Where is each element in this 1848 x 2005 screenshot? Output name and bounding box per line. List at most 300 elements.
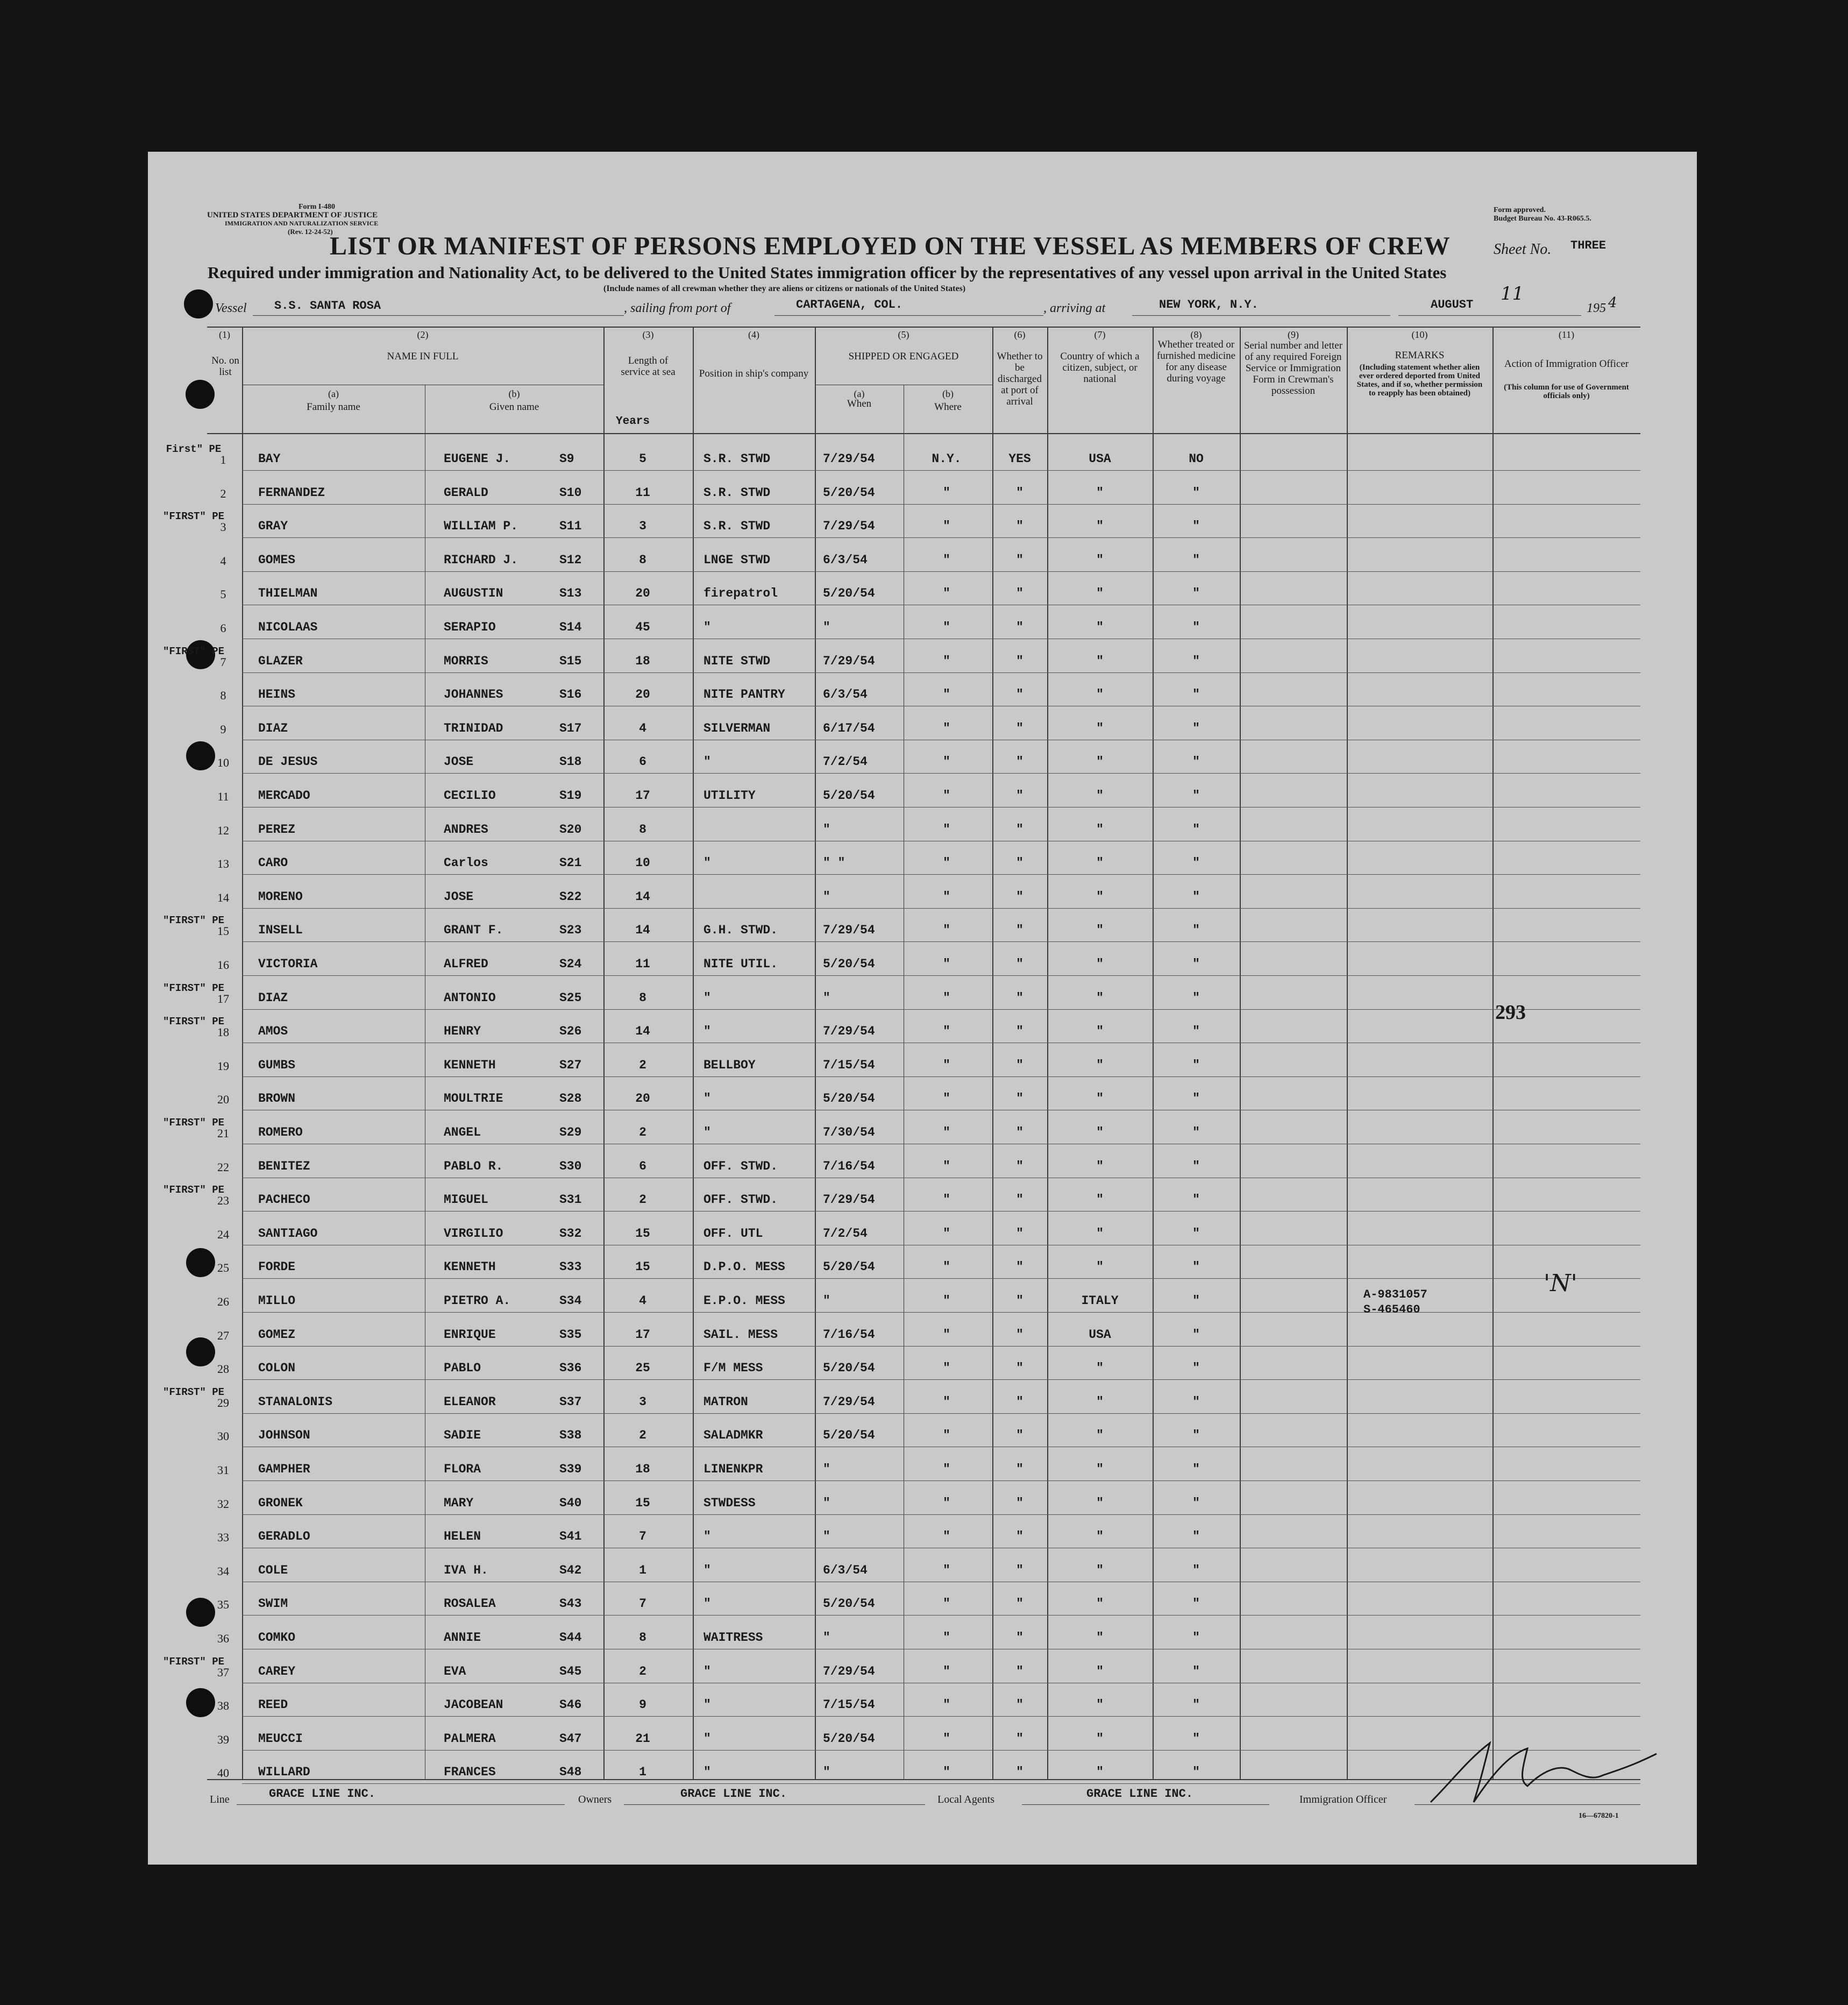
given-name: ANNIE xyxy=(444,1631,481,1645)
service-years: 2 xyxy=(639,1193,646,1207)
shipped-where: " xyxy=(943,1731,950,1746)
family-name: STANALONIS xyxy=(258,1394,333,1409)
service-years: 15 xyxy=(635,1226,650,1241)
given-name: PALMERA xyxy=(444,1731,496,1746)
row-divider xyxy=(242,941,1640,942)
row-number: 38 xyxy=(217,1699,229,1713)
medicine: " xyxy=(1192,1260,1200,1274)
col1-number: (1) xyxy=(219,329,230,340)
ship-position: " xyxy=(703,1563,711,1577)
shipped-where: " xyxy=(943,1226,950,1241)
crew-code: S32 xyxy=(559,1226,582,1241)
given-name: CECILIO xyxy=(444,789,496,803)
ship-position: " xyxy=(703,1731,711,1746)
given-name: HENRY xyxy=(444,1024,481,1039)
service-years: 1 xyxy=(639,1563,646,1577)
country: " xyxy=(1096,721,1104,735)
row-divider xyxy=(242,672,1640,673)
country: " xyxy=(1096,654,1104,668)
service-years: 5 xyxy=(639,452,646,466)
shipped-where: " xyxy=(943,1394,950,1409)
officer-signature xyxy=(1420,1721,1667,1813)
service-years: 1 xyxy=(639,1765,646,1780)
family-name: DIAZ xyxy=(258,990,288,1005)
crew-code: S13 xyxy=(559,586,582,601)
row-number: 24 xyxy=(217,1227,229,1241)
discharged: " xyxy=(1016,1327,1023,1342)
row-number: 36 xyxy=(217,1632,229,1645)
shipped-where: " xyxy=(943,586,950,601)
shipped-where: " xyxy=(943,889,950,904)
country: " xyxy=(1096,1125,1104,1139)
discharged: " xyxy=(1016,1428,1023,1443)
subtitle: Required under immigration and Nationality Act, to be delivered to the United States immigration officer by the representatives of any vessel upon arrival in the United States xyxy=(208,263,1447,282)
first-pe-mark: "FIRST" PE xyxy=(162,915,225,927)
service-years: 10 xyxy=(635,856,650,870)
crew-code: S42 xyxy=(559,1563,582,1577)
shipped-where: " xyxy=(943,1698,950,1712)
discharged: " xyxy=(1016,1529,1023,1544)
row-number: 20 xyxy=(217,1093,229,1107)
given-name: ANGEL xyxy=(444,1125,481,1139)
family-name: BAY xyxy=(258,452,281,466)
officer-action-mark: 'N' xyxy=(1544,1270,1577,1297)
row-number: 23 xyxy=(217,1194,229,1208)
discharged: " xyxy=(1016,1394,1023,1409)
medicine: " xyxy=(1192,789,1200,803)
service-years: 9 xyxy=(639,1698,646,1712)
shipped-where: " xyxy=(943,519,950,534)
shipped-when: " xyxy=(823,889,830,904)
family-name: SWIM xyxy=(258,1597,288,1611)
crew-code: S9 xyxy=(559,452,574,466)
country: " xyxy=(1096,1361,1104,1376)
family-name: BROWN xyxy=(258,1092,296,1106)
crew-code: S19 xyxy=(559,789,582,803)
crew-code: S33 xyxy=(559,1260,582,1274)
given-name: ALFRED xyxy=(444,957,488,971)
shipped-where: " xyxy=(943,1159,950,1173)
shipped-when: 7/15/54 xyxy=(823,1698,875,1712)
given-name: MOULTRIE xyxy=(444,1092,503,1106)
crew-code: S47 xyxy=(559,1731,582,1746)
ship-position: SALADMKR xyxy=(703,1428,763,1443)
shipped-where: " xyxy=(943,1125,950,1139)
country: " xyxy=(1096,1058,1104,1072)
medicine: " xyxy=(1192,552,1200,567)
row-number: 34 xyxy=(217,1564,229,1578)
discharged: " xyxy=(1016,552,1023,567)
row-number: 16 xyxy=(217,958,229,972)
discharged: " xyxy=(1016,889,1023,904)
discharged: " xyxy=(1016,519,1023,534)
discharged: " xyxy=(1016,1159,1023,1173)
discharged: " xyxy=(1016,1361,1023,1376)
discharged: " xyxy=(1016,1597,1023,1611)
shipped-when: 6/17/54 xyxy=(823,721,875,735)
given-name: SADIE xyxy=(444,1428,481,1443)
discharged: " xyxy=(1016,1092,1023,1106)
service-years: 6 xyxy=(639,1159,646,1173)
shipped-where: " xyxy=(943,620,950,634)
given-name: GRANT F. xyxy=(444,923,503,938)
row-number: 11 xyxy=(217,790,229,803)
row-divider xyxy=(242,1413,1640,1414)
medicine: " xyxy=(1192,856,1200,870)
ship-position: " xyxy=(703,990,711,1005)
family-name: GRAY xyxy=(258,519,288,534)
row-number: 5 xyxy=(220,587,226,601)
family-name: GAMPHER xyxy=(258,1462,310,1476)
col10-note: (Including statement whether alien ever ordered deported from United States, and if so, whether permission to reapply has been obtained) xyxy=(1356,363,1483,398)
row-divider xyxy=(242,1312,1640,1313)
row-divider xyxy=(242,1346,1640,1347)
shipped-where: " xyxy=(943,1462,950,1476)
sailing-label: , sailing from port of xyxy=(624,301,731,315)
crew-code: S36 xyxy=(559,1361,582,1376)
medicine: " xyxy=(1192,1394,1200,1409)
ship-position: D.P.O. MESS xyxy=(703,1260,785,1274)
inclusion-note: (Include names of all crewman whether they are aliens or citizens or nationals of the United States) xyxy=(603,284,966,293)
family-name: INSELL xyxy=(258,923,303,938)
form-number: Form I-480 xyxy=(298,203,336,211)
row-divider xyxy=(242,1278,1640,1279)
family-name: MERCADO xyxy=(258,789,310,803)
sheet-label: Sheet No. xyxy=(1494,241,1552,258)
country: " xyxy=(1096,519,1104,534)
service-years: 25 xyxy=(635,1361,650,1376)
country: " xyxy=(1096,957,1104,971)
col5-heading: SHIPPED OR ENGAGED xyxy=(848,351,959,362)
vessel-name: S.S. SANTA ROSA xyxy=(274,299,381,313)
col5-number: (5) xyxy=(898,329,909,340)
discharged: " xyxy=(1016,957,1023,971)
arriving-port: NEW YORK, N.Y. xyxy=(1159,298,1259,311)
crew-code: S20 xyxy=(559,822,582,837)
medicine: " xyxy=(1192,1631,1200,1645)
discharged: " xyxy=(1016,1698,1023,1712)
medicine: " xyxy=(1192,1698,1200,1712)
discharged: " xyxy=(1016,856,1023,870)
owners-label: Owners xyxy=(578,1794,612,1805)
ship-position: " xyxy=(703,1765,711,1780)
shipped-where: N.Y. xyxy=(932,452,962,466)
row-divider xyxy=(242,773,1640,774)
row-number: 40 xyxy=(217,1766,229,1780)
arrival-month: AUGUST xyxy=(1431,298,1474,311)
medicine: " xyxy=(1192,1496,1200,1510)
ship-position: " xyxy=(703,1597,711,1611)
given-name: ELEANOR xyxy=(444,1394,496,1409)
discharged: " xyxy=(1016,1294,1023,1308)
row-divider xyxy=(242,1076,1640,1077)
service-years: 20 xyxy=(635,1092,650,1106)
ship-position: NITE UTIL. xyxy=(703,957,778,971)
ship-position: " xyxy=(703,755,711,769)
service-years: 45 xyxy=(635,620,650,634)
country: " xyxy=(1096,822,1104,837)
col8-heading: Whether treated or furnished medicine for any disease during voyage xyxy=(1156,339,1236,384)
family-name: CARO xyxy=(258,856,288,870)
service-years: 18 xyxy=(635,1462,650,1476)
shipped-where: " xyxy=(943,485,950,500)
crew-code: S16 xyxy=(559,688,582,702)
given-name: SERAPIO xyxy=(444,620,496,634)
shipped-when: " xyxy=(823,822,830,837)
shipped-when: 7/29/54 xyxy=(823,1193,875,1207)
ship-position: OFF. UTL xyxy=(703,1226,763,1241)
given-name: TRINIDAD xyxy=(444,721,503,735)
medicine: " xyxy=(1192,1731,1200,1746)
col9-heading: Serial number and letter of any required Foreign Service or Immigration Form in Crewman's possession xyxy=(1243,340,1343,396)
crew-code: S41 xyxy=(559,1529,582,1544)
given-name: GERALD xyxy=(444,485,488,500)
given-name: FLORA xyxy=(444,1462,481,1476)
family-name: COMKO xyxy=(258,1631,296,1645)
given-name: Carlos xyxy=(444,856,488,870)
row-divider xyxy=(242,537,1640,538)
ship-position: OFF. STWD. xyxy=(703,1159,778,1173)
shipped-where: " xyxy=(943,1361,950,1376)
arrival-day: 11 xyxy=(1501,283,1524,304)
ship-position: STWDESS xyxy=(703,1496,756,1510)
medicine: NO xyxy=(1189,452,1204,466)
crew-code: S30 xyxy=(559,1159,582,1173)
country: " xyxy=(1096,755,1104,769)
row-number: 8 xyxy=(220,689,226,703)
given-name: PIETRO A. xyxy=(444,1294,511,1308)
row-divider xyxy=(242,1009,1640,1010)
shipped-when: 7/30/54 xyxy=(823,1125,875,1139)
crew-code: S15 xyxy=(559,654,582,668)
country: " xyxy=(1096,923,1104,938)
row-number: 25 xyxy=(217,1261,229,1275)
family-name: GOMES xyxy=(258,552,296,567)
family-name: DIAZ xyxy=(258,721,288,735)
row-number: 30 xyxy=(217,1429,229,1443)
given-name: WILLIAM P. xyxy=(444,519,518,534)
family-name: SANTIAGO xyxy=(258,1226,318,1241)
given-name: PABLO xyxy=(444,1361,481,1376)
family-name: WILLARD xyxy=(258,1765,310,1780)
row-number: 12 xyxy=(217,823,229,837)
row-number: 33 xyxy=(217,1531,229,1545)
medicine: " xyxy=(1192,1193,1200,1207)
crew-code: S44 xyxy=(559,1631,582,1645)
officer-label: Immigration Officer xyxy=(1299,1794,1387,1805)
ship-position: LINENKPR xyxy=(703,1462,763,1476)
service-years: 6 xyxy=(639,755,646,769)
col5a-heading: When xyxy=(847,398,872,409)
medicine: " xyxy=(1192,990,1200,1005)
col5a-sub: (a) xyxy=(854,388,865,399)
family-name: NICOLAAS xyxy=(258,620,318,634)
ship-position: OFF. STWD. xyxy=(703,1193,778,1207)
shipped-when: 5/20/54 xyxy=(823,1092,875,1106)
row-number: 9 xyxy=(220,722,226,736)
service-years: 8 xyxy=(639,552,646,567)
shipped-where: " xyxy=(943,1563,950,1577)
col5b-sub: (b) xyxy=(942,388,954,399)
shipped-when: 7/29/54 xyxy=(823,654,875,668)
service-years: 20 xyxy=(635,586,650,601)
country: " xyxy=(1096,1597,1104,1611)
discharged: " xyxy=(1016,485,1023,500)
shipped-when: " " xyxy=(823,856,845,870)
first-pe-mark: "FIRST" PE xyxy=(162,1655,225,1668)
first-pe-mark: "FIRST" PE xyxy=(162,1016,225,1028)
given-name: IVA H. xyxy=(444,1563,488,1577)
shipped-when: 7/29/54 xyxy=(823,452,875,466)
service-years: 7 xyxy=(639,1597,646,1611)
col10-number: (10) xyxy=(1411,329,1428,340)
crew-code: S27 xyxy=(559,1058,582,1072)
ship-position: " xyxy=(703,620,711,634)
col4-number: (4) xyxy=(748,329,759,340)
discharged: YES xyxy=(1008,452,1031,466)
col2-number: (2) xyxy=(417,329,429,340)
discharged: " xyxy=(1016,1226,1023,1241)
country: " xyxy=(1096,1731,1104,1746)
ship-position: SAIL. MESS xyxy=(703,1327,778,1342)
medicine: " xyxy=(1192,1361,1200,1376)
ship-position: WAITRESS xyxy=(703,1631,763,1645)
col1-heading: No. on list xyxy=(211,355,239,378)
country: USA xyxy=(1089,452,1111,466)
country: " xyxy=(1096,1698,1104,1712)
first-pe-mark: "FIRST" PE xyxy=(162,1184,225,1196)
row-number: 19 xyxy=(217,1059,229,1073)
medicine: " xyxy=(1192,1563,1200,1577)
shipped-where: " xyxy=(943,1664,950,1678)
crew-code: S24 xyxy=(559,957,582,971)
row-number: 13 xyxy=(217,857,229,871)
medicine: " xyxy=(1192,654,1200,668)
ship-position: S.R. STWD xyxy=(703,452,771,466)
service-years: 4 xyxy=(639,721,646,735)
shipped-where: " xyxy=(943,1260,950,1274)
col7-number: (7) xyxy=(1094,329,1106,340)
row-number: 7 xyxy=(220,655,226,669)
given-name: JACOBEAN xyxy=(444,1698,503,1712)
row-number: 14 xyxy=(217,890,229,904)
medicine: " xyxy=(1192,721,1200,735)
shipped-where: " xyxy=(943,1428,950,1443)
department-name: UNITED STATES DEPARTMENT OF JUSTICE xyxy=(207,211,378,219)
country: " xyxy=(1096,889,1104,904)
ship-position: NITE STWD xyxy=(703,654,771,668)
ship-position: E.P.O. MESS xyxy=(703,1294,785,1308)
discharged: " xyxy=(1016,1462,1023,1476)
country: " xyxy=(1096,1159,1104,1173)
shipped-where: " xyxy=(943,957,950,971)
crew-code: S12 xyxy=(559,552,582,567)
ship-position: MATRON xyxy=(703,1394,748,1409)
country: " xyxy=(1096,1428,1104,1443)
family-name: PEREZ xyxy=(258,822,296,837)
shipped-where: " xyxy=(943,1092,950,1106)
col2a-sub: (a) xyxy=(328,388,339,399)
discharged: " xyxy=(1016,1765,1023,1780)
sailing-port: CARTAGENA, COL. xyxy=(796,298,903,311)
crew-code: S17 xyxy=(559,721,582,735)
family-name: REED xyxy=(258,1698,288,1712)
given-name: ANTONIO xyxy=(444,990,496,1005)
row-divider xyxy=(242,1514,1640,1515)
shipped-when: 7/29/54 xyxy=(823,1664,875,1678)
shipped-when: 5/20/54 xyxy=(823,1731,875,1746)
first-pe-mark: "FIRST" PE xyxy=(162,1386,225,1398)
discharged: " xyxy=(1016,755,1023,769)
col9-number: (9) xyxy=(1288,329,1299,340)
col2-heading: NAME IN FULL xyxy=(387,351,459,362)
service-years: 3 xyxy=(639,519,646,534)
crew-code: S43 xyxy=(559,1597,582,1611)
row-number: 22 xyxy=(217,1160,229,1174)
col6-number: (6) xyxy=(1014,329,1026,340)
first-pe-mark: "FIRST" PE xyxy=(162,645,225,657)
col7-heading: Country of which a citizen, subject, or national xyxy=(1060,351,1140,385)
service-years: 14 xyxy=(635,1024,650,1039)
row-number: 27 xyxy=(217,1328,229,1342)
country: " xyxy=(1096,1462,1104,1476)
crew-code: S23 xyxy=(559,923,582,938)
crew-code: S35 xyxy=(559,1327,582,1342)
shipped-where: " xyxy=(943,1024,950,1039)
crew-code: S45 xyxy=(559,1664,582,1678)
given-name: VIRGILIO xyxy=(444,1226,503,1241)
ship-position: UTILITY xyxy=(703,789,756,803)
shipped-where: " xyxy=(943,1597,950,1611)
shipped-where: " xyxy=(943,1529,950,1544)
medicine: " xyxy=(1192,1664,1200,1678)
discharged: " xyxy=(1016,688,1023,702)
shipped-when: 6/3/54 xyxy=(823,688,868,702)
shipped-when: 5/20/54 xyxy=(823,485,875,500)
crew-code: S25 xyxy=(559,990,582,1005)
shipped-when: 5/20/54 xyxy=(823,1428,875,1443)
medicine: " xyxy=(1192,1765,1200,1780)
family-name: PACHECO xyxy=(258,1193,310,1207)
row-number: 32 xyxy=(217,1497,229,1511)
family-name: BENITEZ xyxy=(258,1159,310,1173)
col3-unit: Years xyxy=(616,415,650,428)
shipped-when: 7/16/54 xyxy=(823,1327,875,1342)
shipped-where: " xyxy=(943,1193,950,1207)
service-years: 17 xyxy=(635,789,650,803)
row-number: 2 xyxy=(220,486,226,500)
given-name: MARY xyxy=(444,1496,474,1510)
discharged: " xyxy=(1016,1125,1023,1139)
row-number: 31 xyxy=(217,1463,229,1477)
ship-position: " xyxy=(703,1125,711,1139)
medicine: " xyxy=(1192,1462,1200,1476)
country: " xyxy=(1096,1664,1104,1678)
sheet-number: THREE xyxy=(1570,239,1607,252)
row-number: 39 xyxy=(217,1732,229,1746)
col3-number: (3) xyxy=(642,329,654,340)
page-stamp: 293 xyxy=(1495,1001,1526,1024)
row-number: 28 xyxy=(217,1362,229,1376)
service-years: 2 xyxy=(639,1125,646,1139)
page-title: LIST OR MANIFEST OF PERSONS EMPLOYED ON THE VESSEL AS MEMBERS OF CREW xyxy=(330,232,1451,260)
country: " xyxy=(1096,856,1104,870)
country: " xyxy=(1096,789,1104,803)
crew-code: S28 xyxy=(559,1092,582,1106)
medicine: " xyxy=(1192,1024,1200,1039)
service-years: 15 xyxy=(635,1260,650,1274)
given-name: JOSE xyxy=(444,755,474,769)
